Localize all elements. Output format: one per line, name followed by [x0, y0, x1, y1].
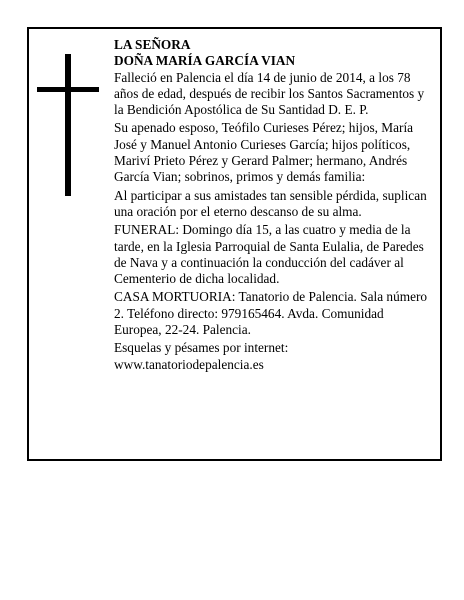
family-list: Su apenado esposo, Teófilo Curieses Pérez; hijos, María José y Manuel Antonio Curieses García; hijos políticos, Mariví Prieto Pérez y Gerard Palmer; hermano, Andrés García Vian; sobrinos, primos y demás familia: — [114, 120, 414, 185]
deceased-name: DOÑA MARÍA GARCÍA VIAN — [114, 53, 296, 69]
internet-condolences: Esquelas y pésames por internet: www.tanatoriodepalencia.es — [114, 340, 289, 372]
death-announcement: Falleció en Palencia el día 14 de junio de 2014, a los 78 años de edad, después de recibir los Santos Sacramentos y la Bendición Apostólica de Su Santidad D. E. P. — [114, 69, 425, 118]
prayer-request: Al participar a sus amistades tan sensible pérdida, suplican una oración por el eterno descanso de su alma. — [114, 187, 427, 219]
funeral-info: FUNERAL: Domingo día 15, a las cuatro y media de la tarde, en la Iglesia Parroquial de Santa Eulalia, de Paredes de Nava y a continuación la conducción del cadáver al Cementerio de dicha localidad. — [114, 222, 424, 287]
latin-cross-icon — [37, 54, 99, 196]
header-title: LA SEÑORA — [114, 37, 191, 52]
cross-vertical-bar — [65, 54, 71, 196]
cross-horizontal-bar — [37, 87, 99, 92]
obituary-text — [114, 37, 434, 375]
funeral-home-info: CASA MORTUORIA: Tanatorio de Palencia. Sala número 2. Teléfono directo: 979165464. Avda. Comunidad Europea, 22-24. Palencia. — [114, 289, 428, 338]
